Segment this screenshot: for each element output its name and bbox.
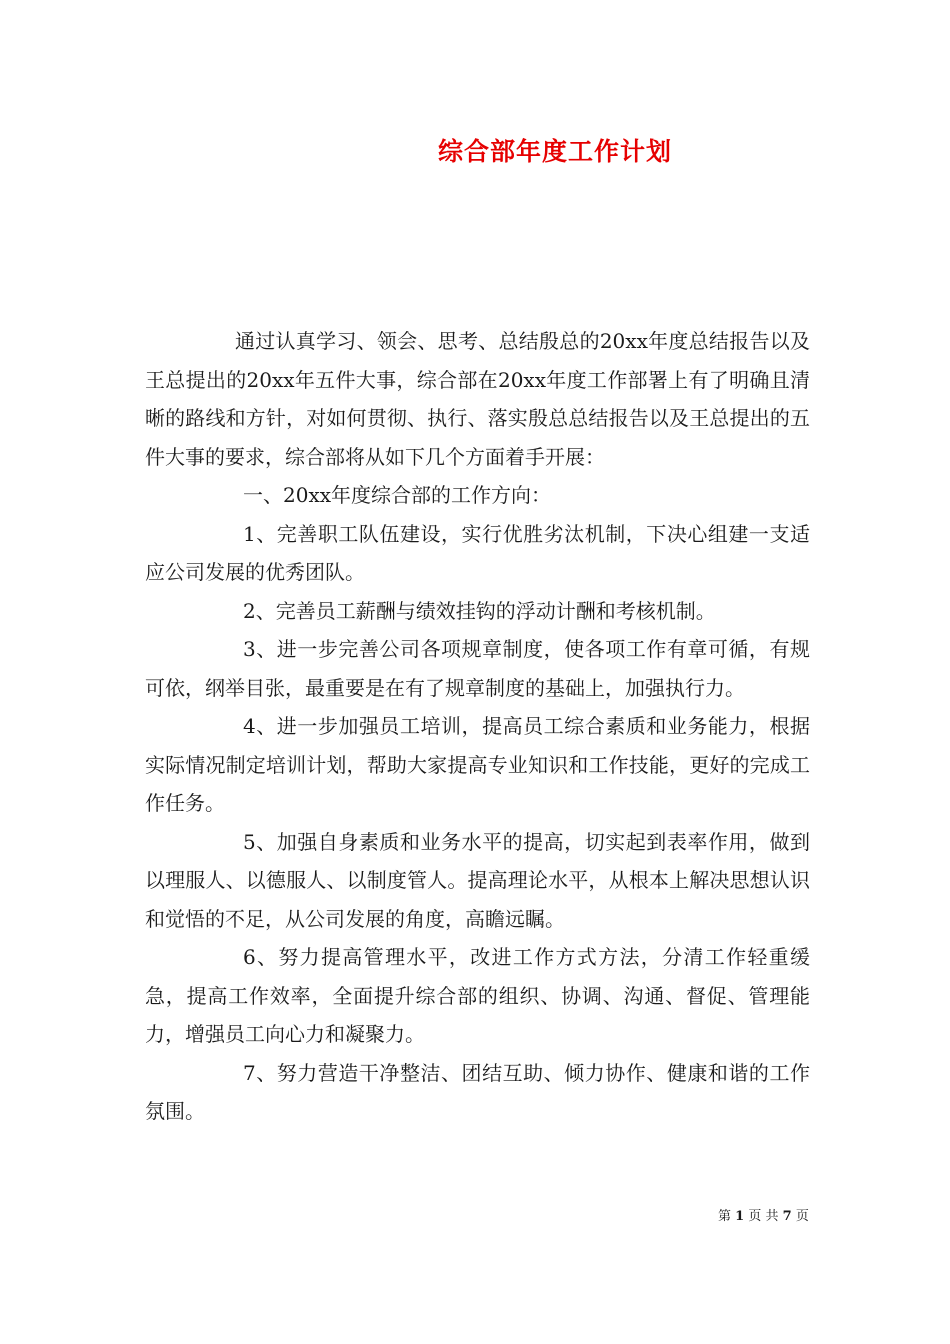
list-item-2: 2、完善员工薪酬与绩效挂钩的浮动计酬和考核机制。 xyxy=(243,598,716,623)
list-item-1: 1、完善职工队伍建设，实行优胜劣汰机制，下决心组建一支适应公司发展的优秀团队。 xyxy=(145,521,810,584)
page-number-footer xyxy=(718,1205,809,1224)
footer-middle: 页 共 xyxy=(748,1209,779,1224)
section-heading: 一、20xx年度综合部的工作方向： xyxy=(243,483,552,507)
footer-total-pages: 7 xyxy=(782,1209,792,1224)
document-title: 综合部年度工作计划 xyxy=(437,137,672,166)
list-item-6: 6、努力提高管理水平，改进工作方式方法，分清工作轻重缓急，提高工作效率，全面提升综合部的组织、协调、沟通、督促、管理能力，增强员工向心力和凝聚力。 xyxy=(145,945,810,1046)
footer-prefix: 第 xyxy=(718,1209,732,1224)
footer-current-page: 1 xyxy=(735,1209,745,1224)
list-item-5: 5、加强自身素质和业务水平的提高，切实起到表率作用，做到以理服人、以德服人、以制度管人。提高理论水平，从根本上解决思想认识和觉悟的不足，从公司发展的角度，高瞻远瞩。 xyxy=(145,829,810,931)
list-item-4: 4、进一步加强员工培训，提高员工综合素质和业务能力，根据实际情况制定培训计划，帮助大家提高专业知识和工作技能，更好的完成工作任务。 xyxy=(145,714,810,815)
list-item-3: 3、进一步完善公司各项规章制度，使各项工作有章可循，有规可依，纲举目张，最重要是在有了规章制度的基础上，加强执行力。 xyxy=(145,637,810,700)
footer-suffix: 页 xyxy=(795,1209,809,1224)
list-item-7: 7、努力营造干净整洁、团结互助、倾力协作、健康和谐的工作氛围。 xyxy=(145,1060,810,1123)
intro-paragraph: 通过认真学习、领会、思考、总结殷总的20xx年度总结报告以及王总提出的20xx年五件大事，综合部在20xx年度工作部署上有了明确且清晰的路线和方针，对如何贯彻、执行、落实殷总总结报告以及王总提出的五件大事的要求，综合部将从如下几个方面着手开展： xyxy=(145,329,810,469)
document-body xyxy=(145,322,810,1131)
